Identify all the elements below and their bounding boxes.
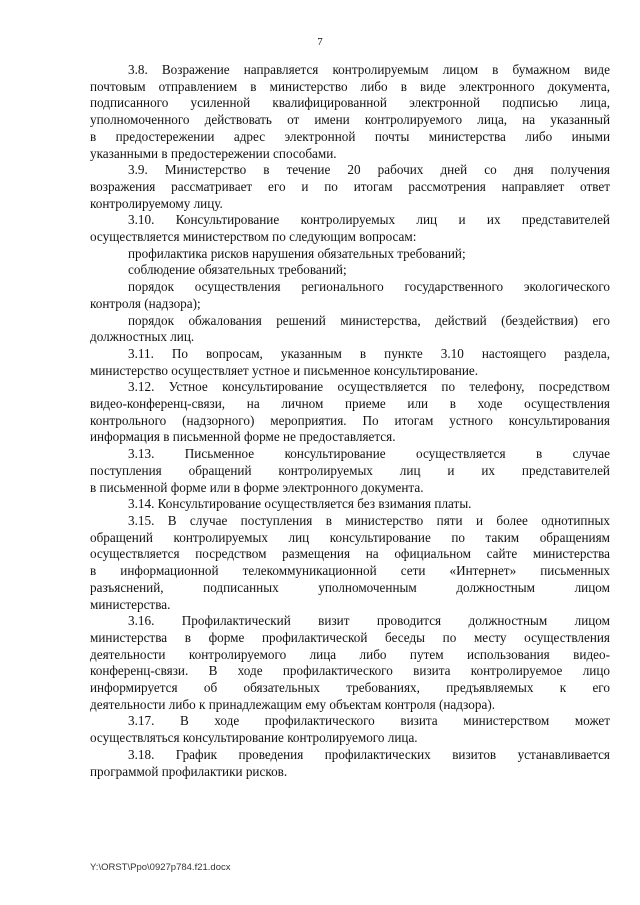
page-number: 7 — [317, 36, 323, 48]
paragraph — [90, 212, 610, 245]
paragraph — [90, 613, 610, 713]
paragraph-line: осуществляться консультирование контролируемого лица. — [90, 730, 418, 746]
paragraph-line: программой профилактики рисков. — [90, 763, 288, 779]
paragraph-line: должностных лиц. — [90, 329, 195, 345]
paragraph-line: деятельности либо к принадлежащим ему объектам контроля (надзора). — [90, 696, 496, 712]
paragraph-line: уполномоченного действовать от имени контролируемого лица, на указанный — [90, 112, 610, 128]
paragraph-line: конференц-связи. В ходе профилактического визита контролируемое лицо — [90, 663, 610, 679]
paragraph-line: 3.10. Консультирование контролируемых лиц и их представителей — [128, 212, 610, 228]
paragraph — [90, 246, 610, 263]
paragraph-line: контроля (надзора); — [90, 295, 201, 311]
paragraph-line: контролируемому лицу. — [90, 195, 223, 211]
paragraph-line: деятельности контролируемого лица либо путем использования видео- — [90, 646, 610, 662]
document-body — [90, 62, 610, 780]
paragraph-line: 3.12. Устное консультирование осуществляется по телефону, посредством — [128, 379, 610, 395]
paragraph-line: разъяснений, подписанных уполномоченным должностным лицом — [90, 579, 610, 595]
paragraph-line: в информационной телекоммуникационной сети «Интернет» письменных — [90, 563, 610, 579]
paragraph-line: почтовым отправлением в министерство либо в виде электронного документа, — [90, 78, 610, 94]
paragraph-line: министерства. — [90, 596, 171, 612]
paragraph-line: 3.11. По вопросам, указанным в пункте 3.10 настоящего раздела, — [128, 345, 610, 361]
paragraph — [90, 62, 610, 162]
paragraph-line: возражения рассматривает его и по итогам рассмотрения направляет ответ — [90, 178, 610, 194]
footer-file-path: Y:\ORST\Ppo\0927p784.f21.docx — [90, 862, 231, 873]
paragraph-line: 3.17. В ходе профилактического визита министерством может — [128, 713, 610, 729]
paragraph — [90, 513, 610, 613]
paragraph-line: 3.9. Министерство в течение 20 рабочих дней со дня получения — [128, 162, 610, 178]
paragraph-line: 3.16. Профилактический визит проводится должностным лицом — [128, 613, 610, 629]
paragraph-line: министерства в форме профилактической беседы по месту осуществления — [90, 629, 610, 645]
paragraph-line: информация в письменной форме не предоставляется. — [90, 429, 396, 445]
paragraph — [90, 446, 610, 496]
paragraph-line: информируется об обязательных требованиях, предъявляемых к его — [90, 680, 610, 696]
paragraph — [90, 313, 610, 346]
paragraph-line: в предостережении адрес электронной почты министерства либо иными — [90, 128, 610, 144]
paragraph — [90, 346, 610, 379]
paragraph-line: 3.8. Возражение направляется контролируемым лицом в бумажном виде — [128, 62, 610, 77]
paragraph-line: подписанного усиленной квалифицированной электронной подписью лица, — [90, 95, 610, 111]
paragraph — [90, 262, 610, 279]
paragraph-line: 3.14. Консультирование осуществляется без взимания платы. — [128, 496, 472, 512]
paragraph-line: поступления обращений контролируемых лиц и их представителей — [90, 462, 610, 478]
paragraph-line: 3.18. График проведения профилактических визитов устанавливается — [128, 746, 610, 762]
paragraph-line: осуществляется министерством по следующим вопросам: — [90, 229, 417, 245]
paragraph-line: указанными в предостережении способами. — [90, 145, 337, 161]
paragraph — [90, 496, 610, 513]
paragraph-line: видео-конференц-связи, на личном приеме или в ходе осуществления — [90, 396, 610, 412]
paragraph-line: 3.13. Письменное консультирование осуществляется в случае — [128, 446, 610, 462]
paragraph-line: 3.15. В случае поступления в министерство пяти и более однотипных — [128, 512, 610, 528]
paragraph-line: обращений контролируемых лиц консультирование по таким обращениям — [90, 529, 610, 545]
paragraph-line: профилактика рисков нарушения обязательных требований; — [128, 245, 466, 261]
paragraph-line: министерство осуществляет устное и письменное консультирование. — [90, 362, 479, 378]
paragraph-line: контрольного (надзорного) мероприятия. По итогам устного консультирования — [90, 412, 610, 428]
paragraph-line: в письменной форме или в форме электронного документа. — [90, 479, 424, 495]
paragraph — [90, 279, 610, 312]
paragraph-line: соблюдение обязательных требований; — [128, 262, 347, 278]
paragraph — [90, 379, 610, 446]
paragraph-line: порядок обжалования решений министерства, действий (бездействия) его — [128, 312, 610, 328]
paragraph — [90, 747, 610, 780]
paragraph — [90, 713, 610, 746]
paragraph — [90, 162, 610, 212]
paragraph-line: осуществляется посредством размещения на официальном сайте министерства — [90, 546, 610, 562]
paragraph-line: порядок осуществления регионального государственного экологического — [128, 279, 610, 295]
